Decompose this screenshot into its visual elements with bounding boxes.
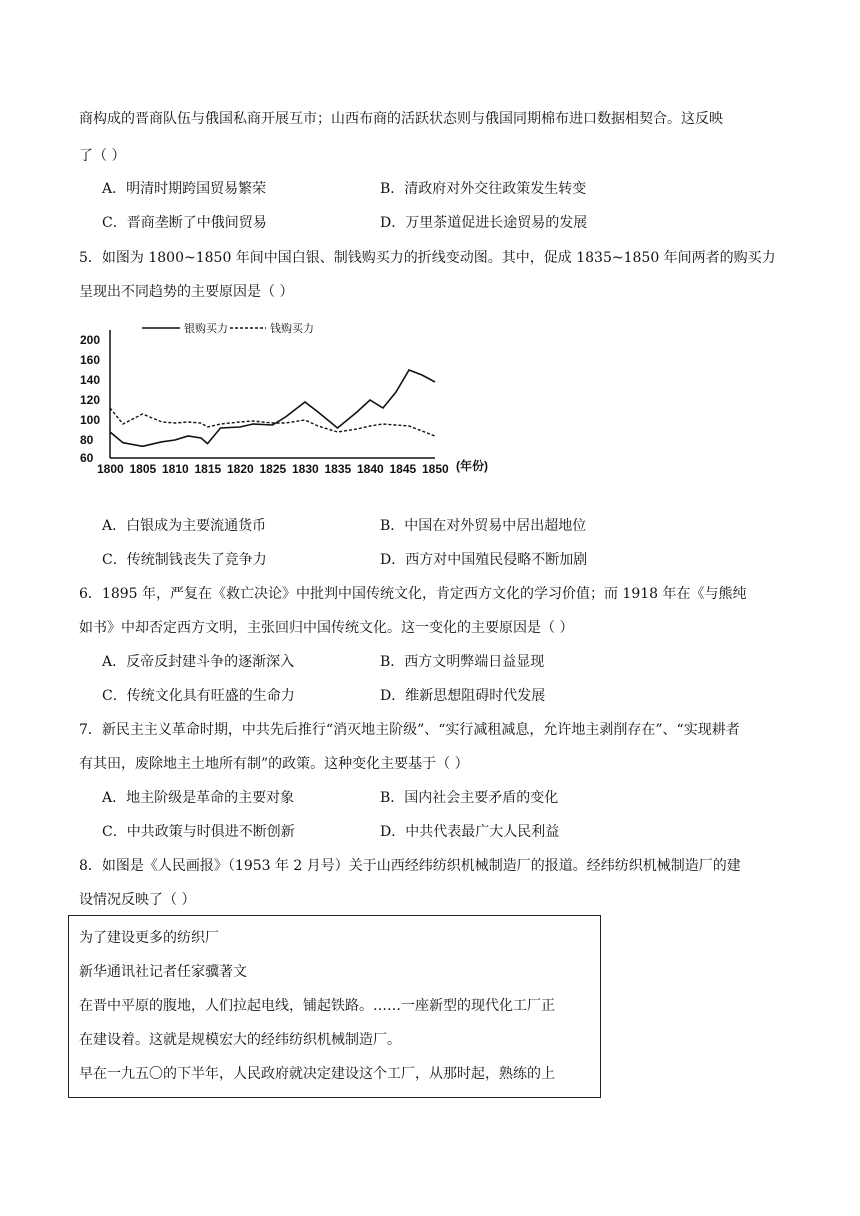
silver-power-line (110, 370, 435, 446)
q7-stem-line1: 7．新民主主义革命时期，中共先后推行“消灭地主阶级”、“实行减租减息，允许地主剥削存在”、“实现耕者 (79, 722, 740, 738)
q5-option-a: A．白银成为主要流通货币 (102, 518, 267, 534)
x-tick-label: 1845 (389, 462, 417, 476)
purchasing-power-chart (80, 318, 500, 480)
x-tick-label: 1815 (194, 462, 222, 476)
q6-stem-line1: 6．1895 年，严复在《救亡决论》中批判中国传统文化，肯定西方文化的学习价值；而 1918 年在《与熊纯 (79, 586, 747, 602)
q4-stem-line2: 了（ ） (79, 148, 126, 164)
x-unit-label: (年份) (456, 459, 488, 473)
x-tick-label: 1840 (357, 462, 384, 476)
q5-option-b: B．中国在对外贸易中居出超地位 (380, 518, 587, 534)
copper-power-line (110, 408, 435, 436)
q6-option-b: B．西方文明弊端日益显现 (380, 654, 545, 670)
q4-stem-line1: 商构成的晋商队伍与俄国私商开展互市；山西布商的活跃状态则与俄国同期棉布进口数据相契合。这反映 (79, 111, 723, 127)
excerpt-byline: 新华通讯社记者任家骥著文 (79, 964, 247, 980)
y-tick-label: 80 (80, 433, 94, 447)
q4-option-b: B．清政府对外交往政策发生转变 (380, 181, 587, 197)
x-tick-label: 1800 (97, 462, 124, 476)
legend-copper: 钱购买力 (270, 322, 314, 335)
excerpt-line-3: 早在一九五〇的下半年，人民政府就决定建设这个工厂，从那时起，熟练的上 (79, 1066, 555, 1082)
q6-stem-line2: 如书》中却否定西方文明，主张回归中国传统文化。这一变化的主要原因是（ ） (79, 620, 574, 636)
q7-option-c: C．中共政策与时俱进不断创新 (102, 824, 295, 840)
y-tick-label: 160 (80, 353, 101, 367)
x-tick-label: 1850 (422, 462, 449, 476)
newspaper-excerpt-box (68, 915, 601, 1098)
q4-option-c: C．晋商垄断了中俄间贸易 (102, 215, 267, 231)
q7-option-a: A．地主阶级是革命的主要对象 (102, 790, 295, 806)
y-tick-label: 100 (80, 413, 101, 427)
q6-option-a: A．反帝反封建斗争的逐渐深入 (102, 654, 295, 670)
q5-stem-line2: 呈现出不同趋势的主要原因是（ ） (79, 284, 294, 300)
excerpt-title: 为了建设更多的纺织厂 (79, 930, 219, 946)
q8-stem-line1: 8．如图是《人民画报》（1953 年 2 月号）关于山西经纬纺织机械制造厂的报道。经纬纺织机械制造厂的建 (79, 858, 741, 874)
excerpt-line-2: 在建设着。这就是规模宏大的经纬纺织机械制造厂。 (79, 1032, 401, 1048)
q6-option-c: C．传统文化具有旺盛的生命力 (102, 688, 295, 704)
y-tick-label: 200 (80, 333, 101, 347)
q7-option-b: B．国内社会主要矛盾的变化 (380, 790, 559, 806)
q7-stem-line2: 有其田，废除地主土地所有制”的政策。这种变化主要基于（ ） (79, 756, 469, 772)
x-tick-label: 1805 (129, 462, 157, 476)
q5-stem-line1: 5．如图为 1800~1850 年间中国白银、制钱购买力的折线变动图。其中，促成 1835~1850 年间两者的购买力 (79, 250, 776, 266)
x-tick-label: 1825 (259, 462, 287, 476)
q8-stem-line2: 设情况反映了（ ） (79, 892, 196, 908)
legend-silver: 银购买力 (184, 322, 228, 335)
x-tick-label: 1820 (227, 462, 254, 476)
q5-option-d: D．西方对中国殖民侵略不断加剧 (380, 552, 588, 568)
q7-option-d: D．中共代表最广大人民利益 (380, 824, 560, 840)
y-tick-label: 140 (80, 373, 101, 387)
q6-option-d: D．维新思想阻碍时代发展 (380, 688, 546, 704)
y-tick-label: 120 (80, 393, 101, 407)
q4-option-d: D．万里茶道促进长途贸易的发展 (380, 215, 588, 231)
legend (142, 321, 314, 335)
excerpt-line-1: 在晋中平原的腹地，人们拉起电线，铺起铁路。……一座新型的现代化工厂正 (79, 998, 555, 1014)
x-tick-label: 1835 (324, 462, 352, 476)
x-tick-label: 1830 (292, 462, 319, 476)
y-tick-label: 60 (80, 451, 94, 465)
q4-option-a: A．明清时期跨国贸易繁荣 (102, 181, 267, 197)
q5-option-c: C．传统制钱丧失了竞争力 (102, 552, 267, 568)
x-tick-label: 1810 (162, 462, 189, 476)
